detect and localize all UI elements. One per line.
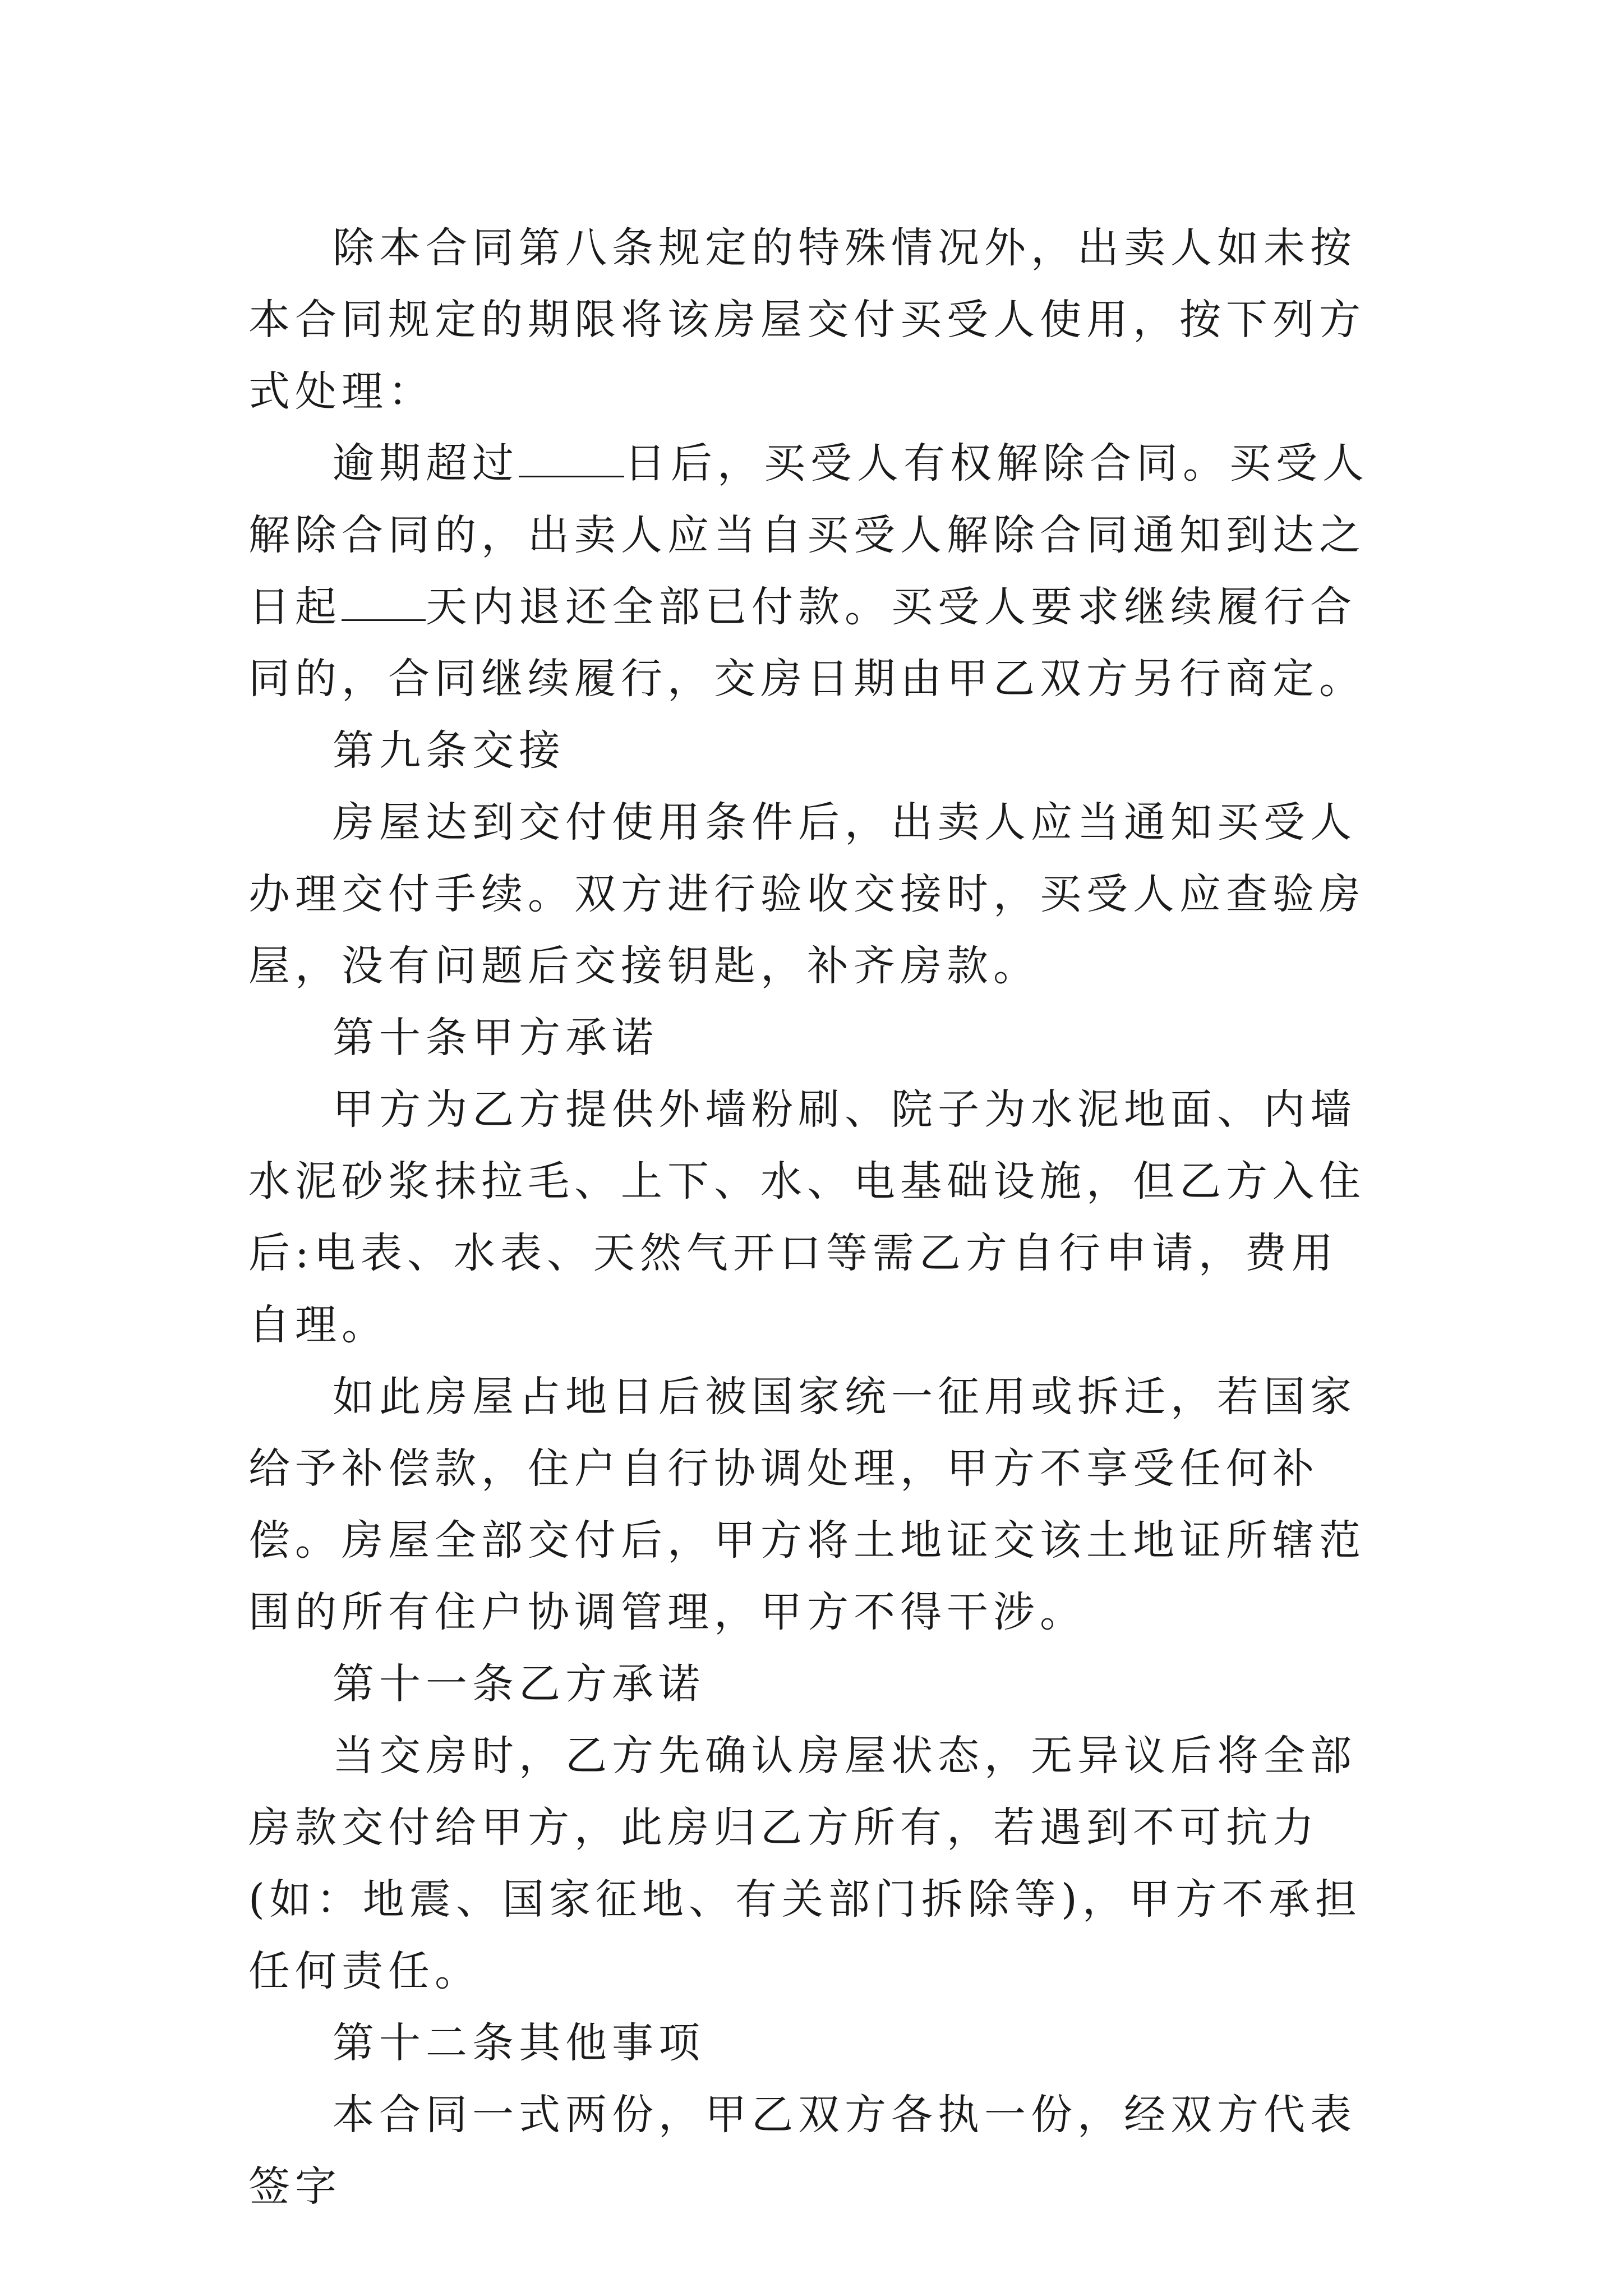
heading-article-10: 第十条甲方承诺 xyxy=(333,1014,658,1062)
paragraph-overdue-terms xyxy=(248,427,1381,715)
blank-refund-days xyxy=(342,582,426,621)
heading-article-9: 第九条交接 xyxy=(333,726,565,775)
paragraph-delivery-default: 除本合同第八条规定的特殊情况外，出卖人如未按本合同规定的期限将该房屋交付买受人使用，按下列方式处理： xyxy=(248,224,1366,416)
paragraph-party-b-commitment: 当交房时，乙方先确认房屋状态，无异议后将全部房款交付给甲方，此房归乙方所有，若遇到不可抗力(如：地震、国家征地、有关部门拆除等)，甲方不承担任何责任。 xyxy=(248,1732,1362,1995)
paragraph-expropriation: 如此房屋占地日后被国家统一征用或拆迁，若国家给予补偿款，住户自行协调处理，甲方不享受任何补偿。房屋全部交付后，甲方将土地证交该土地证所辖范围的所有住户协调管理，甲方不得干涉。 xyxy=(248,1373,1366,1636)
heading-article-12: 第十二条其他事项 xyxy=(333,2019,705,2067)
heading-article-11: 第十一条乙方承诺 xyxy=(333,1660,705,1708)
document-body xyxy=(248,212,1381,2223)
blank-days-overdue xyxy=(519,438,624,477)
overdue-text-2: 日后，买受人有权解除合同。买受人解除合同的，出卖人应当自买受人解除合同通知到达之日起 xyxy=(248,439,1369,631)
paragraph-copies: 本合同一式两份，甲乙双方各执一份，经双方代表签字 xyxy=(248,2091,1357,2211)
overdue-text-1: 逾期超过 xyxy=(333,439,519,487)
overdue-text-3: 天内退还全部已付款。买受人要求继续履行合同的，合同继续履行，交房日期由甲乙双方另行商定。 xyxy=(248,583,1366,703)
paragraph-handover: 房屋达到交付使用条件后，出卖人应当通知买受人办理交付手续。双方进行验收交接时，买受人应查验房屋，没有问题后交接钥匙，补齐房款。 xyxy=(248,798,1366,990)
paragraph-party-a-provisions: 甲方为乙方提供外墙粉刷、院子为水泥地面、内墙水泥砂浆抹拉毛、上下、水、电基础设施，但乙方入住后:电表、水表、天然气开口等需乙方自行申请，费用自理。 xyxy=(248,1085,1366,1349)
